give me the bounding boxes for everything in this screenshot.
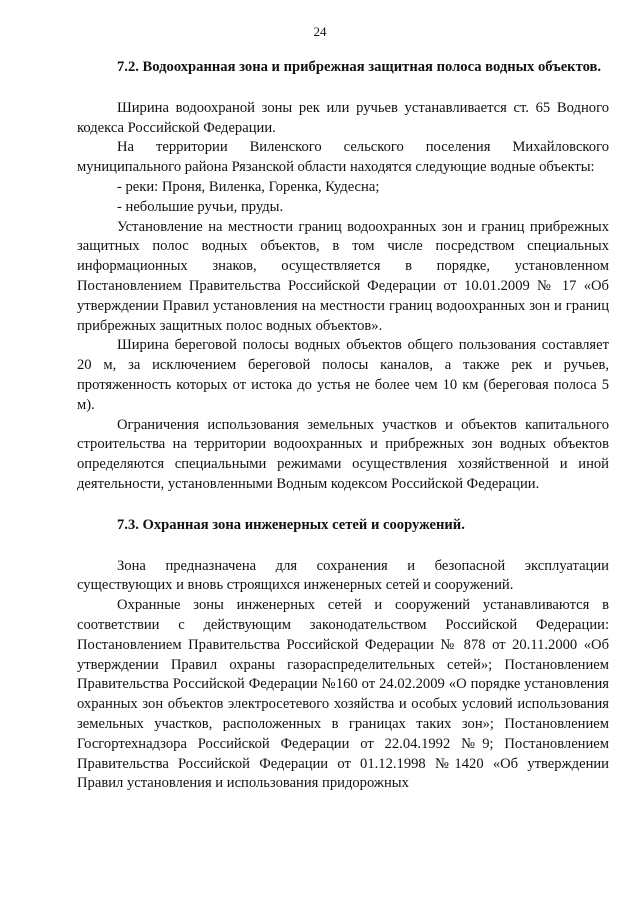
paragraph: Ограничения использования земельных участков и объектов капитального строительства на территории водоохранных и прибрежных зон водных объектов определяются специальными режимами осуществления хозяйственной и иной деятельности, установленными Водным кодексом Российской Федерации.	[77, 416, 609, 492]
paragraph: Ширина водоохраной зоны рек или ручьев устанавливается ст. 65 Водного кодекса Российской Федерации.	[77, 99, 609, 136]
paragraph: Зона предназначена для сохранения и безопасной эксплуатации существующих и вновь строящихся инженерных сетей и сооружений.	[77, 557, 609, 594]
list-item: - небольшие ручьи, пруды.	[117, 198, 284, 215]
paragraph: Ширина береговой полосы водных объектов общего пользования составляет 20 м, за исключением береговой полосы каналов, а также рек и ручьев, протяженность которых от истока до устья не более чем 10 км (береговая полоса 5 м).	[77, 337, 609, 413]
page-content	[77, 58, 609, 794]
list-item: - реки: Проня, Виленка, Горенка, Кудесна;	[117, 178, 380, 195]
section-7-2-heading: 7.2. Водоохранная зона и прибрежная защитная полоса водных объектов.	[117, 59, 602, 75]
page-number: 24	[313, 24, 327, 39]
paragraph: Установление на местности границ водоохранных зон и границ прибрежных защитных полос водных объектов, в том числе посредством специальных информационных знаков, осуществляется в порядке, установленном Постановлением Правительства Российской Федерации от 10.01.2009 № 17 «Об утверждении Правил установления на местности границ водоохранных зон и границ прибрежных защитных полос водных объектов».	[77, 218, 609, 334]
paragraph: Охранные зоны инженерных сетей и сооружений устанавливаются в соответствии с действующим законодательством Российской Федерации: Постановлением Правительства Российской Федерации № 878 от 20.11.2000 «Об утверждении Правил охраны газораспределительных сетей»; Постановлением Правительства Российской Федерации №160 от 24.02.2009 «О порядке установления охранных зон объектов электросетевого хозяйства и особых условий использования земельных участков, расположенных в границах таких зон»; Постановлением Госгортехнадзора Российской Федерации от 22.04.1992 №9; Постановлением Правительства Российской Федерации от 01.12.1998 №1420 «Об утверждении Правил установления и использования придорожных	[77, 597, 609, 792]
section-7-3-heading: 7.3. Охранная зона инженерных сетей и сооружений.	[117, 516, 465, 533]
paragraph: На территории Виленского сельского поселения Михайловского муниципального района Рязанской области находятся следующие водные объекты:	[77, 139, 609, 176]
